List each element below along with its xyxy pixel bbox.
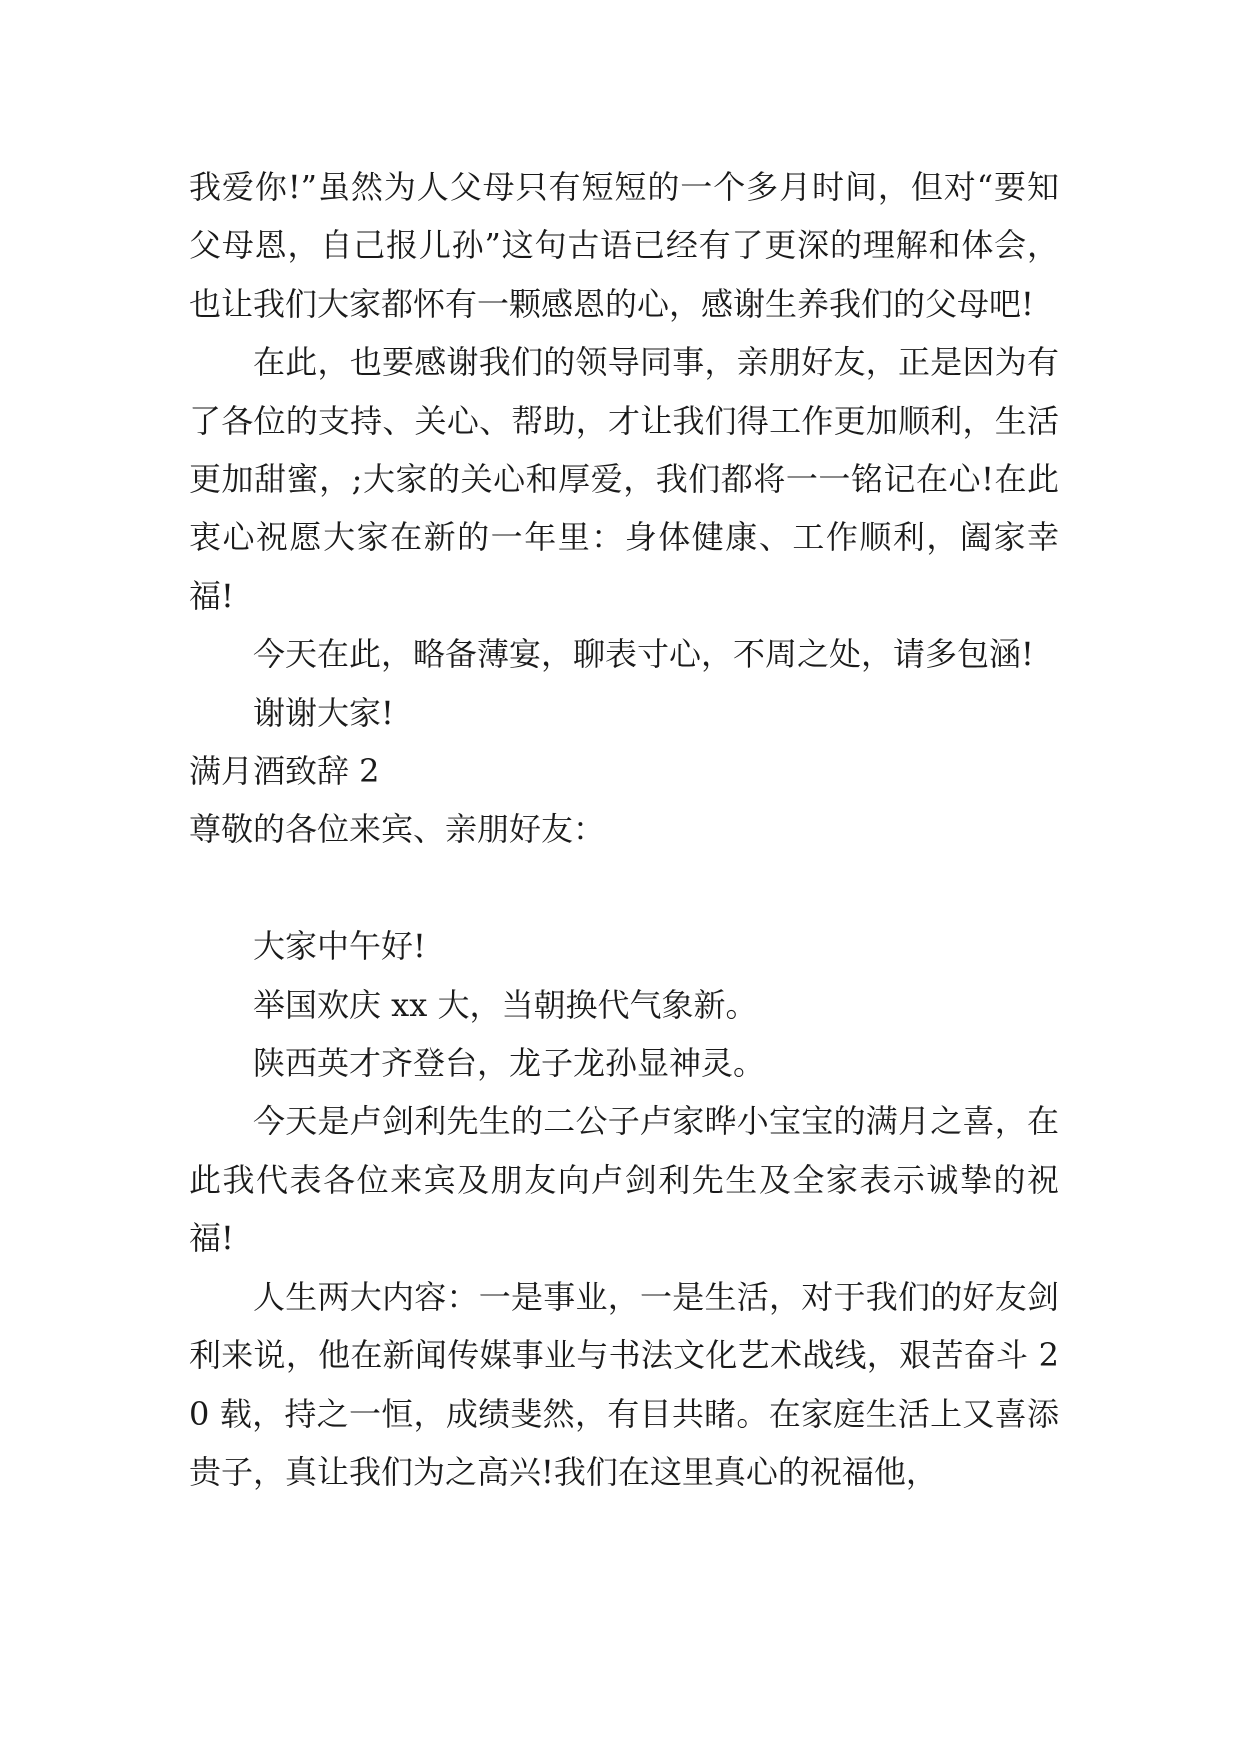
- paragraph-banquet: 今天在此，略备薄宴，聊表寸心，不周之处，请多包涵!: [253, 635, 1034, 674]
- paragraph-gratitude-parents: 我爱你!”虽然为人父母只有短短的一个多月时间，但对“要知父母恩，自己报儿孙”这句古语已经有了更深的理解和体会，也让我们大家都怀有一颗感恩的心，感谢生养我们的父母吧!: [189, 168, 1059, 323]
- document-body: [189, 158, 1059, 1501]
- salutation: 尊敬的各位来宾、亲朋好友：: [189, 810, 606, 849]
- paragraph-celebration: 今天是卢剑利先生的二公子卢家晔小宝宝的满月之喜，在此我代表各位来宾及朋友向卢剑利先生及全家表示诚挚的祝福!: [189, 1102, 1059, 1258]
- paragraph-poem-line-2: 陕西英才齐登台，龙子龙孙显神灵。: [253, 1044, 766, 1083]
- blank-line: [189, 859, 1059, 917]
- section-heading: 满月酒致辞 2: [189, 752, 380, 791]
- paragraph-thank-you: 谢谢大家!: [253, 693, 394, 732]
- paragraph-poem-line-1: 举国欢庆 xx 大，当朝换代气象新。: [253, 985, 758, 1024]
- paragraph-greeting: 大家中午好!: [253, 927, 426, 966]
- paragraph-thanks-colleagues: 在此，也要感谢我们的领导同事，亲朋好友，正是因为有了各位的支持、关心、帮助，才让我们得工作更加顺利，生活更加甜蜜，;大家的关心和厚爱，我们都将一一铭记在心!在此衷心祝愿大家在新的一年里：身体健康、工作顺利，阖家幸福!: [189, 343, 1059, 615]
- paragraph-career-life: 人生两大内容：一是事业，一是生活，对于我们的好友剑利来说，他在新闻传媒事业与书法文化艺术战线，艰苦奋斗 20 载，持之一恒，成绩斐然，有目共睹。在家庭生活上又喜添贵子，真让我们为之高兴!我们在这里真心的祝福他，: [189, 1277, 1059, 1491]
